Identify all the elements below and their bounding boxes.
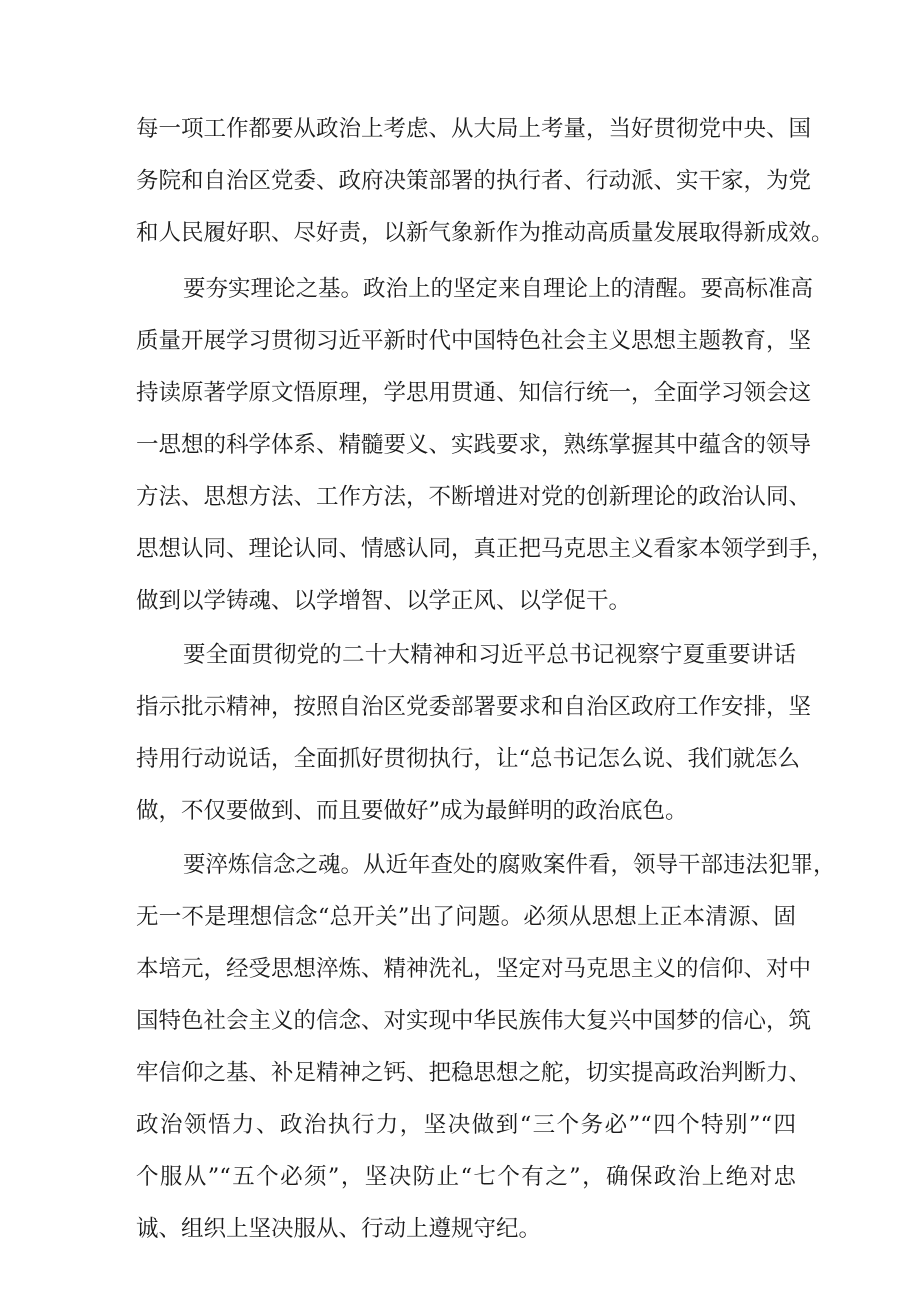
paragraph-4-line-3: 本培元，经受思想淬炼、精神洗礼，坚定对马克思主义的信仰、对中 [136,956,812,982]
paragraph-2-line-1: 要夯实理论之基。政治上的坚定来自理论上的清醒。要高标准高 [183,276,814,302]
paragraph-4-line-4: 国特色社会主义的信念、对实现中华民族伟大复兴中国梦的信心，筑 [136,1008,812,1034]
paragraph-2-line-6: 思想认同、理论认同、情感认同，真正把马克思主义看家本领学到手， [136,536,834,562]
paragraph-2-line-7: 做到以学铸魂、以学增智、以学正风、以学促干。 [136,588,632,614]
paragraph-2-line-4: 一思想的科学体系、精髓要义、实践要求，熟练掌握其中蕴含的领导 [136,432,812,458]
paragraph-4-line-8: 诚、组织上坚决服从、行动上遵规守纪。 [136,1216,542,1242]
paragraph-4-line-2: 无一不是理想信念“总开关”出了问题。必须从思想上正本清源、固 [136,904,796,930]
paragraph-3-line-1: 要全面贯彻党的二十大精神和习近平总书记视察宁夏重要讲话 [183,642,796,668]
paragraph-3-line-2: 指示批示精神，按照自治区党委部署要求和自治区政府工作安排，坚 [136,694,812,720]
paragraph-1-line-2: 务院和自治区党委、政府决策部署的执行者、行动派、实干家，为党 [136,168,812,194]
paragraph-2-line-5: 方法、思想方法、工作方法，不断增进对党的创新理论的政治认同、 [136,484,812,510]
paragraph-4-line-6: 政治领悟力、政治执行力，坚决做到“三个务必”“四个特别”“四 [136,1112,796,1138]
paragraph-2-line-3: 持读原著学原文悟原理，学思用贯通、知信行统一，全面学习领会这 [136,380,812,406]
paragraph-4-line-5: 牢信仰之基、补足精神之钙、把稳思想之舵，切实提高政治判断力、 [136,1060,812,1086]
paragraph-4-line-1: 要淬炼信念之魂。从近年查处的腐败案件看，领导干部违法犯罪， [183,852,836,878]
paragraph-3-line-3: 持用行动说话，全面抓好贯彻执行，让“总书记怎么说、我们就怎么 [136,746,801,772]
paragraph-1-line-1: 每一项工作都要从政治上考虑、从大局上考量，当好贯彻党中央、国 [136,116,812,142]
paragraph-1-line-3: 和人民履好职、尽好责，以新气象新作为推动高质量发展取得新成效。 [136,220,834,246]
paragraph-2-line-2: 质量开展学习贯彻习近平新时代中国特色社会主义思想主题教育，坚 [136,328,812,354]
paragraph-3-line-4: 做，不仅要做到、而且要做好”成为最鲜明的政治底色。 [136,798,688,824]
paragraph-4-line-7: 个服从”“五个必须”，坚决防止“七个有之”，确保政治上绝对忠 [136,1164,796,1190]
